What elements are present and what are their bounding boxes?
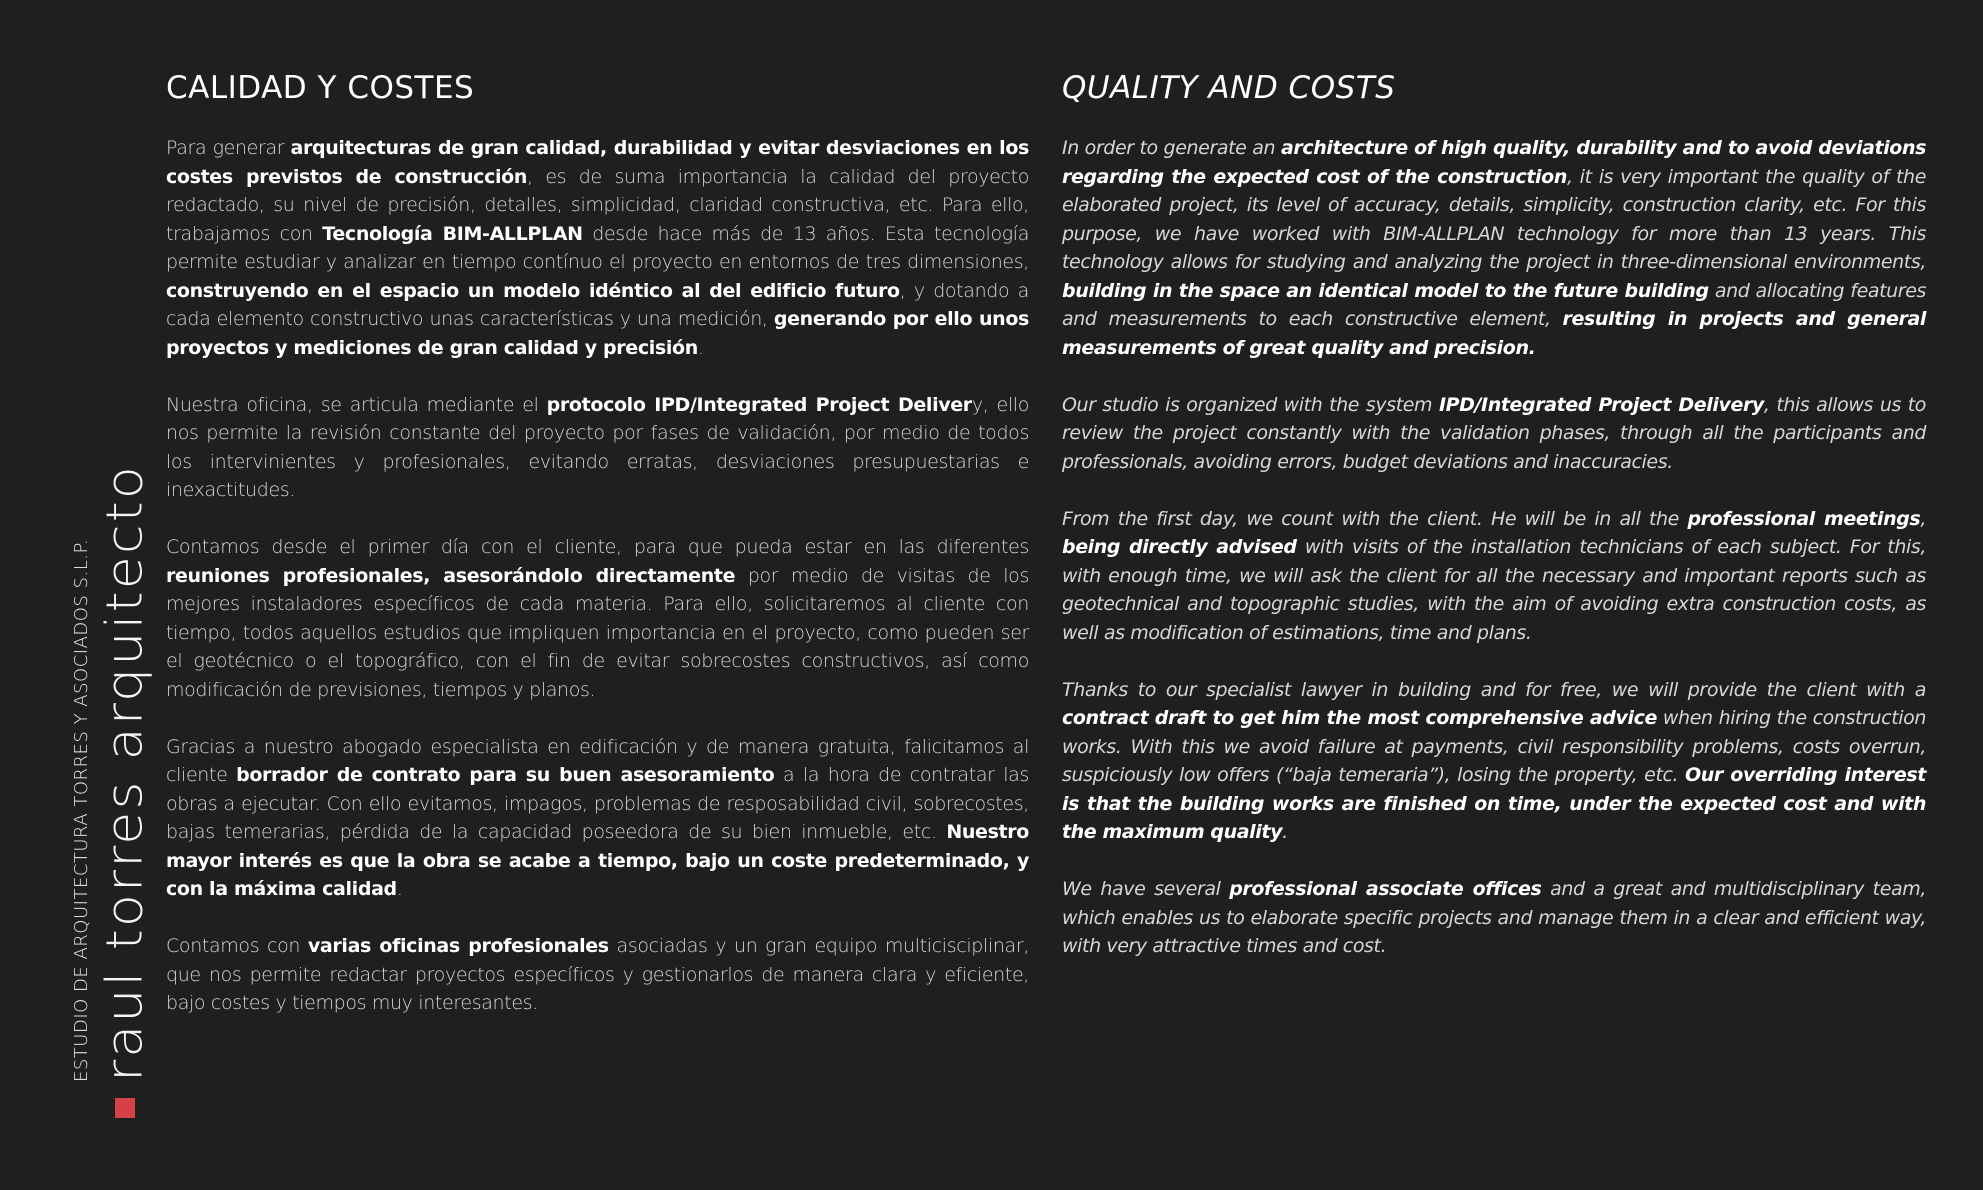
page-title-en: QUALITY AND COSTS [1062,70,1396,106]
text-span: . [1282,821,1288,843]
brand-name: raul torres arquitecto [95,464,154,1082]
bold-span: varias oficinas profesionales [307,935,609,957]
paragraph-es-1 [166,134,1029,362]
bold-span: Our overriding interest is that the building works are finished on time, under the expected cost and with the maximum quality [1062,764,1926,843]
text-span: a la hora de contratar las obras a ejecutar. Con ello evitamos, impagos, problemas de resposabilidad civil, sobrecostes, bajas temerarias, pérdida de la capacidad poseedora de su bien inmueble, etc. [166,764,1029,843]
text-span: , es de suma importancia la calidad del proyecto redactado, su nivel de precisión, detalles, simplicidad, claridad constructiva, etc. Para ello, trabajamos con [166,165,1029,245]
text-span: , it is very important the quality of the elaborated project, its level of accuracy, details, simplicity, construction clarity, etc. For this purpose, we have worked with BIM-ALLPLAN technology for more than 13 years. This technology allows for studying and analyzing the project in three-dimensional environments, [1062,165,1926,273]
text-span: por medio de visitas de los mejores instaladores específicos de cada materia. Para ello, solicitaremos al cliente con tiempo, todos aquellos estudios que impliquen importancia en el proyecto, como pueden ser el geotécnico o el topográfico, con el fin de evitar sobrecostes constructivos, así como modificación de previsiones, tiempos y planos. [166,564,1029,701]
text-span: We have several [1062,878,1230,900]
paragraph-en-2 [1062,391,1926,477]
column-english [1062,70,1926,989]
text-span: and allocating features and measurements to each constructive element, [1062,279,1926,330]
bold-span: reuniones profesionales, asesorándolo directamente [166,564,736,587]
bold-span: generando por ello unos proyectos y mediciones de gran calidad y precisión [166,308,1029,359]
page-title-es: CALIDAD Y COSTES [166,70,475,106]
text-span: Gracias a nuestro abogado especialista en edificación y de manera gratuita, falicitamos al cliente [166,735,1029,786]
paragraph-es-5 [166,932,1029,1018]
paragraph-es-2 [166,391,1029,505]
text-span: Nuestra oficina, se articula mediante el [166,393,547,416]
text-span: Contamos desde el primer día con el cliente, para que pueda estar en las diferentes [166,536,1029,558]
bold-span: resulting in projects and general measurements of great quality and precision. [1062,308,1926,359]
text-span: with visits of the installation technicians of each subject. For this, with enough time, we will ask the client for all the necessary and important reports such as geotechnical and topographic studies, with the aim of avoiding extra construction costs, as well as modification of estimations, time and plans. [1062,536,1926,644]
bold-span: Tecnología BIM-ALLPLAN [322,222,583,245]
text-span: and a great and multidisciplinary team, which enables us to elaborate specific projects and manage them in a clear and efficient way, with very attractive times and cost. [1062,878,1926,957]
paragraph-es-4 [166,733,1029,904]
text-span: Contamos con [166,935,308,957]
bold-span: borrador de contrato para su buen asesoramiento [236,764,775,786]
text-span: . [396,878,403,900]
bold-span: protocolo IPD/Integrated Project Deliver [546,393,972,416]
bold-span: contract draft to get him the most comprehensive advice [1062,707,1657,729]
text-span: In order to generate an [1062,137,1281,159]
text-span: , this allows us to review the project constantly with the validation phases, through all the participants and professionals, avoiding errors, budget deviations and inaccuracies. [1062,393,1927,473]
text-span: when hiring the construction works. With this we avoid failure at payments, civil responsibility problems, costs overrun, suspiciously low offers (“baja temeraria”), losing the property, etc. [1062,707,1926,786]
text-span: , [1920,507,1926,530]
text-span: desde hace más de 13 años. Esta tecnología permite estudiar y analizar en tiempo contínuo el proyecto en entornos de tres dimensiones, [166,222,1029,273]
text-span: , y dotando a cada elemento constructivo unas características y una medición, [166,279,1029,330]
paragraph-es-3 [166,533,1029,704]
brand-square-icon [115,1098,135,1118]
text-span: Para generar [166,137,291,159]
bold-span: construyendo en el espacio un modelo idéntico al del edificio futuro [166,279,900,302]
text-span: asociadas y un gran equipo multicisciplinar, que nos permite redactar proyectos específicos y gestionarlos de manera clara y eficiente, bajo costes y tiempos muy interesantes. [166,935,1030,1014]
paragraph-en-1 [1062,134,1926,362]
bold-span: IPD/Integrated Project Delivery [1438,393,1764,416]
text-span: Thanks to our specialist lawyer in building and for free, we will provide the client with a [1062,678,1926,701]
bold-span: arquitecturas de gran calidad, durabilidad y evitar desviaciones en los costes previstos de construcción [166,137,1029,188]
brand-row [94,464,156,1118]
studio-name: ESTUDIO DE ARQUITECTURA TORRES Y ASOCIADOS S.L.P. [71,538,92,1082]
bold-span: being directly advised [1062,536,1297,558]
text-span: Our studio is organized with the system [1062,393,1439,416]
bold-span: building in the space an identical model to the future building [1062,279,1709,302]
paragraph-en-4 [1062,676,1926,847]
text-span: y, ello nos permite la revisión constante del proyecto por fases de validación, por medio de todos los intervinientes y profesionales, evitando erratas, desviaciones presupuestarias e inexactitudes. [166,393,1029,501]
bold-span: Nuestro mayor interés es que la obra se acabe a tiempo, bajo un coste predeterminado, y con la máxima calidad [166,821,1029,900]
text-span: . [697,336,704,359]
bold-span: architecture of high quality, durability and to avoid deviations regarding the expected cost of the construction [1062,137,1926,188]
column-spanish [166,70,1029,1046]
sidebar-brand [56,0,154,1190]
text-span: From the first day, we count with the client. He will be in all the [1062,507,1688,530]
bold-span: professional meetings [1687,507,1921,530]
paragraph-en-3 [1062,505,1926,648]
bold-span: professional associate offices [1229,878,1542,900]
paragraph-en-5 [1062,875,1926,961]
brand-vertical [70,464,156,1118]
